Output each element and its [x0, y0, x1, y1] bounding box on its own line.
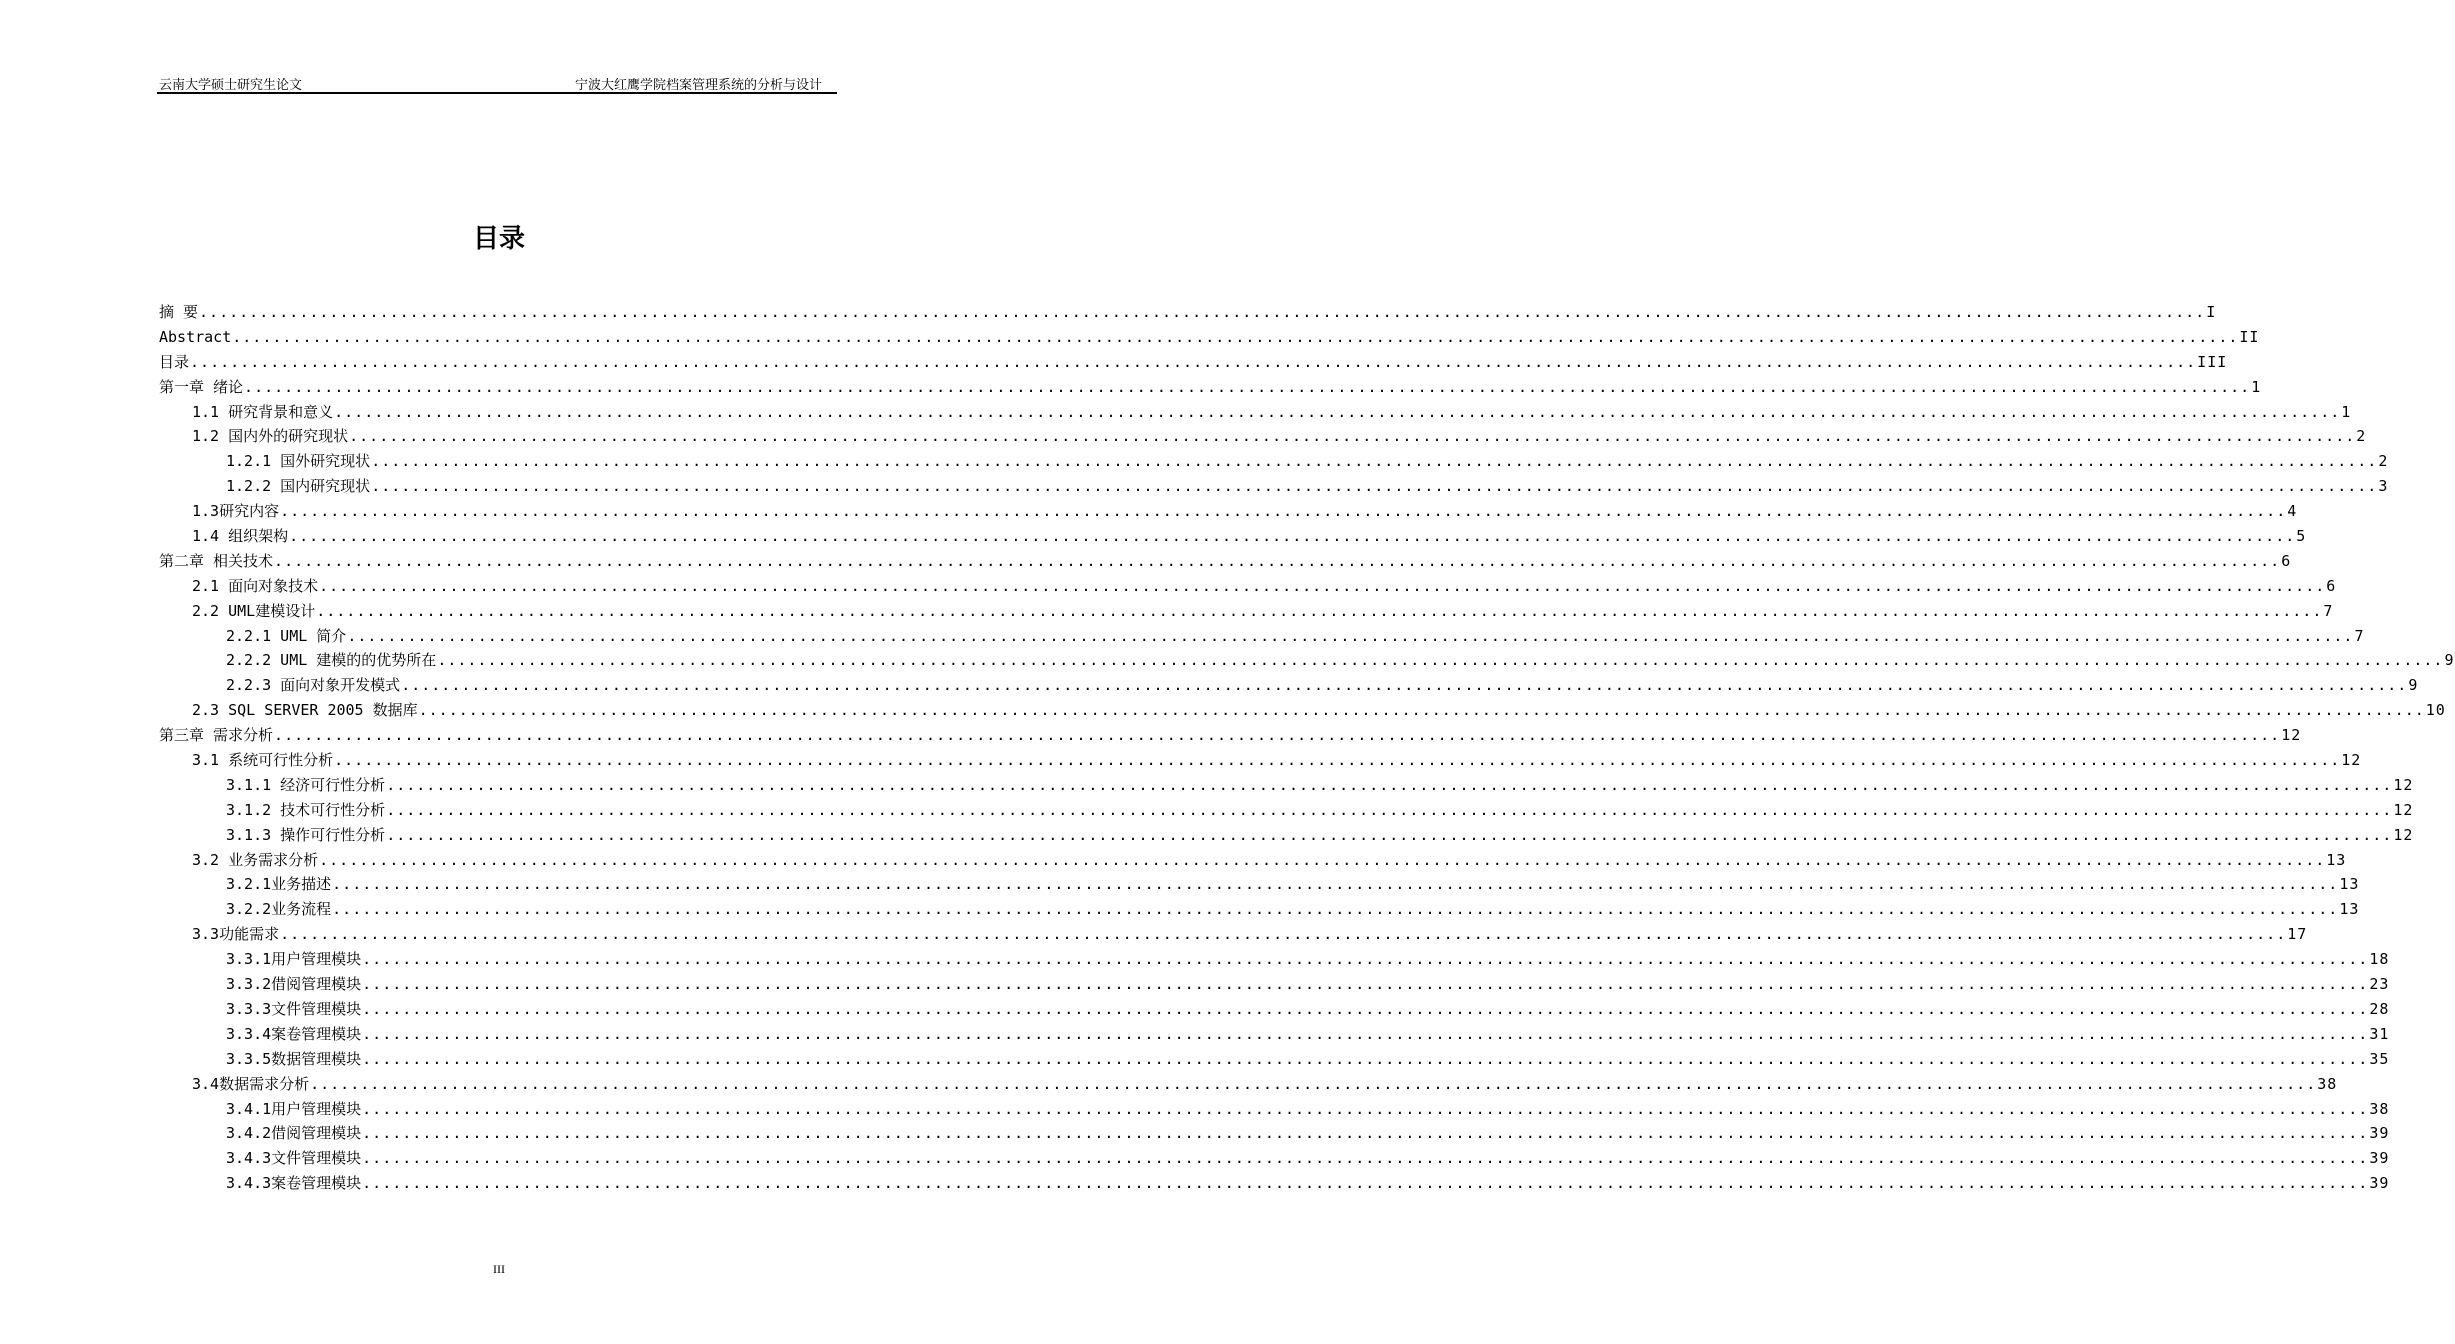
toc-entry[interactable]: [159, 474, 2389, 499]
toc-entry-label: 3.1.2 技术可行性分析: [226, 800, 386, 819]
toc-leader-dots: ........................................................................................................................................................................................................: [362, 1124, 2369, 1143]
toc-entry-label: 1.2 国内外的研究现状: [192, 427, 349, 446]
toc-entry[interactable]: [159, 1047, 2390, 1072]
toc-entry[interactable]: [159, 449, 2389, 474]
toc-entry-label: 第一章 绪论: [159, 377, 244, 396]
toc-leader-dots: ........................................................................................................................................................................................................: [347, 626, 2354, 645]
toc-entry-page: 7: [2323, 601, 2334, 620]
toc-entry[interactable]: [159, 375, 2262, 400]
toc-entry[interactable]: [159, 773, 2414, 798]
toc-entry-label: 3.3.5数据管理模块: [226, 1049, 362, 1068]
toc-entry[interactable]: [159, 599, 2334, 624]
toc-entry-label: 1.2.2 国内研究现状: [226, 477, 371, 496]
toc-entry[interactable]: [159, 574, 2337, 599]
toc-entry-page: 7: [2354, 626, 2365, 645]
toc-entry[interactable]: [159, 922, 2308, 947]
toc-entry-page: 23: [2369, 975, 2390, 994]
toc-entry-label: 2.1 面向对象技术: [192, 576, 319, 595]
toc-entry-label: 3.1.3 操作可行性分析: [226, 825, 386, 844]
toc-entry-page: II: [2239, 327, 2260, 346]
toc-entry[interactable]: [159, 1171, 2390, 1196]
toc-entry-label: 1.3研究内容: [192, 502, 280, 521]
toc-entry[interactable]: [159, 325, 2260, 350]
toc-entry-label: 2.2.3 面向对象开发模式: [226, 676, 401, 695]
toc-leader-dots: ........................................................................................................................................................................................................: [334, 402, 2341, 421]
toc-entry-page: 12: [2393, 800, 2414, 819]
toc-leader-dots: ........................................................................................................................................................................................................: [274, 726, 2281, 745]
footer-page-number: III: [493, 1262, 505, 1276]
toc-entry[interactable]: [159, 972, 2390, 997]
toc-leader-dots: ........................................................................................................................................................................................................: [362, 975, 2369, 994]
page-title: 目录: [472, 224, 525, 254]
toc-leader-dots: ........................................................................................................................................................................................................: [362, 999, 2369, 1018]
toc-leader-dots: ........................................................................................................................................................................................................: [349, 427, 2356, 446]
toc-entry-page: 6: [2326, 576, 2337, 595]
toc-leader-dots: ........................................................................................................................................................................................................: [319, 850, 2326, 869]
toc-entry-label: 3.3.4案卷管理模块: [226, 1024, 362, 1043]
toc-entry[interactable]: [159, 872, 2360, 897]
toc-leader-dots: ........................................................................................................................................................................................................: [386, 775, 2393, 794]
toc-entry-label: 摘 要: [159, 303, 199, 321]
toc-leader-dots: ........................................................................................................................................................................................................: [362, 1049, 2369, 1068]
toc-leader-dots: ........................................................................................................................................................................................................: [289, 527, 2296, 546]
toc-entry-page: 12: [2393, 775, 2414, 794]
toc-entry-label: 1.2.1 国外研究现状: [226, 452, 371, 471]
toc-entry[interactable]: [159, 648, 2455, 673]
toc-entry-label: 3.1 系统可行性分析: [192, 751, 334, 770]
toc-entry-page: I: [2206, 303, 2217, 321]
toc-entry-page: 5: [2296, 527, 2307, 546]
toc-entry-page: 31: [2369, 1024, 2390, 1043]
header-thesis-title: 宁波大红鹰学院档案管理系统的分析与设计: [574, 78, 822, 93]
toc-entry-page: 13: [2326, 850, 2347, 869]
toc-entry-label: 2.2 UML建模设计: [192, 601, 316, 620]
toc-leader-dots: ........................................................................................................................................................................................................: [274, 551, 2281, 570]
toc-entry-label: 3.2 业务需求分析: [192, 850, 319, 869]
toc-entry-label: 3.4.3文件管理模块: [226, 1149, 362, 1168]
toc-entry-page: 38: [2369, 1099, 2390, 1118]
toc-leader-dots: ........................................................................................................................................................................................................: [362, 950, 2369, 969]
toc-leader-dots: ........................................................................................................................................................................................................: [362, 1024, 2369, 1043]
toc-entry-page: 39: [2369, 1174, 2390, 1193]
toc-entry-page: 38: [2317, 1074, 2338, 1093]
toc-entry-label: 3.4数据需求分析: [192, 1074, 310, 1093]
toc-entry-label: 3.3功能需求: [192, 925, 280, 944]
toc-entry-page: 9: [2408, 676, 2419, 695]
toc-entry[interactable]: [159, 424, 2367, 449]
toc-entry-page: 28: [2369, 999, 2390, 1018]
toc-leader-dots: ........................................................................................................................................................................................................: [280, 925, 2287, 944]
toc-entry-label: 3.3.3文件管理模块: [226, 999, 362, 1018]
toc-entry-page: 35: [2369, 1049, 2390, 1068]
toc-leader-dots: ........................................................................................................................................................................................................: [371, 477, 2378, 496]
toc-entry-page: 1: [2341, 402, 2352, 421]
header-thesis-label: 云南大学硕士研究生论文: [159, 78, 303, 93]
toc-entry-page: 2: [2356, 427, 2367, 446]
toc-entry[interactable]: [159, 947, 2390, 972]
toc-entry-label: 2.2.1 UML 简介: [226, 626, 347, 645]
toc-entry-page: 2: [2378, 452, 2389, 471]
toc-leader-dots: ........................................................................................................................................................................................................: [386, 825, 2393, 844]
toc-entry[interactable]: [159, 624, 2365, 649]
toc-leader-dots: ........................................................................................................................................................................................................: [386, 800, 2393, 819]
toc-leader-dots: ........................................................................................................................................................................................................: [332, 875, 2339, 894]
toc-entry-page: 4: [2287, 502, 2298, 521]
toc-entry-label: 3.3.1用户管理模块: [226, 950, 362, 969]
toc-leader-dots: ........................................................................................................................................................................................................: [190, 352, 2197, 371]
toc-entry[interactable]: [159, 1146, 2390, 1171]
toc-entry-page: 13: [2339, 875, 2360, 894]
toc-entry-page: 39: [2369, 1124, 2390, 1143]
toc-entry-label: 1.1 研究背景和意义: [192, 402, 334, 421]
toc-leader-dots: ........................................................................................................................................................................................................: [401, 676, 2408, 695]
toc-entry-page: 18: [2369, 950, 2390, 969]
toc-entry-page: 1: [2251, 377, 2262, 396]
toc-entry[interactable]: [159, 350, 2228, 375]
toc-entry[interactable]: [159, 499, 2298, 524]
toc-leader-dots: ........................................................................................................................................................................................................: [362, 1099, 2369, 1118]
toc-entry-label: 2.3 SQL SERVER 2005 数据库: [192, 701, 418, 720]
toc-leader-dots: ........................................................................................................................................................................................................: [319, 576, 2326, 595]
toc-entry-label: 3.4.3案卷管理模块: [226, 1174, 362, 1193]
toc-leader-dots: ........................................................................................................................................................................................................: [244, 377, 2251, 396]
toc-entry-label: 1.4 组织架构: [192, 527, 289, 546]
toc-entry[interactable]: [159, 1072, 2338, 1097]
header-divider: [157, 92, 837, 94]
toc-leader-dots: ........................................................................................................................................................................................................: [437, 651, 2444, 670]
toc-entry-label: Abstract: [159, 327, 232, 346]
toc-entry[interactable]: [159, 848, 2347, 873]
toc-leader-dots: ........................................................................................................................................................................................................: [334, 751, 2341, 770]
toc-entry[interactable]: [159, 300, 2217, 325]
toc-leader-dots: ........................................................................................................................................................................................................: [232, 327, 2239, 346]
toc-entry-label: 目录: [159, 352, 190, 371]
toc-entry-page: III: [2197, 352, 2228, 371]
toc-entry[interactable]: [159, 698, 2446, 723]
toc-entry-label: 第三章 需求分析: [159, 726, 274, 745]
toc-entry[interactable]: [159, 897, 2360, 922]
toc-entry[interactable]: [159, 524, 2307, 549]
table-of-contents: [159, 300, 2455, 1196]
toc-entry[interactable]: [159, 997, 2390, 1022]
toc-leader-dots: ........................................................................................................................................................................................................: [371, 452, 2378, 471]
toc-entry[interactable]: [159, 723, 2302, 748]
toc-entry[interactable]: [159, 1097, 2390, 1122]
toc-entry-page: 12: [2341, 751, 2362, 770]
toc-leader-dots: ........................................................................................................................................................................................................: [199, 303, 2206, 321]
toc-entry-page: 13: [2339, 900, 2360, 919]
toc-entry-page: 6: [2281, 551, 2292, 570]
toc-entry-page: 10: [2425, 701, 2446, 720]
toc-entry-page: 39: [2369, 1149, 2390, 1168]
toc-entry[interactable]: [159, 549, 2292, 574]
toc-entry[interactable]: [159, 1022, 2390, 1047]
toc-entry-label: 3.4.2借阅管理模块: [226, 1124, 362, 1143]
toc-entry-page: 12: [2281, 726, 2302, 745]
toc-entry-page: 9: [2444, 651, 2455, 670]
toc-leader-dots: ........................................................................................................................................................................................................: [362, 1174, 2369, 1193]
toc-leader-dots: ........................................................................................................................................................................................................: [280, 502, 2287, 521]
toc-entry-label: 3.4.1用户管理模块: [226, 1099, 362, 1118]
toc-entry-label: 3.2.1业务描述: [226, 875, 332, 894]
toc-leader-dots: ........................................................................................................................................................................................................: [316, 601, 2323, 620]
toc-leader-dots: ........................................................................................................................................................................................................: [362, 1149, 2369, 1168]
toc-entry[interactable]: [159, 400, 2352, 425]
toc-entry-page: 3: [2378, 477, 2389, 496]
toc-entry[interactable]: [159, 1121, 2390, 1146]
toc-entry[interactable]: [159, 748, 2362, 773]
toc-entry-label: 3.3.2借阅管理模块: [226, 975, 362, 994]
toc-leader-dots: ........................................................................................................................................................................................................: [310, 1074, 2317, 1093]
toc-entry[interactable]: [159, 823, 2414, 848]
toc-entry[interactable]: [159, 673, 2419, 698]
toc-leader-dots: ........................................................................................................................................................................................................: [332, 900, 2339, 919]
toc-entry-page: 17: [2287, 925, 2308, 944]
toc-entry-label: 3.2.2业务流程: [226, 900, 332, 919]
toc-entry-label: 2.2.2 UML 建模的的优势所在: [226, 651, 437, 670]
toc-entry-label: 第二章 相关技术: [159, 551, 274, 570]
toc-entry-label: 3.1.1 经济可行性分析: [226, 775, 386, 794]
toc-entry-page: 12: [2393, 825, 2414, 844]
toc-entry[interactable]: [159, 798, 2414, 823]
toc-leader-dots: ........................................................................................................................................................................................................: [418, 701, 2425, 720]
